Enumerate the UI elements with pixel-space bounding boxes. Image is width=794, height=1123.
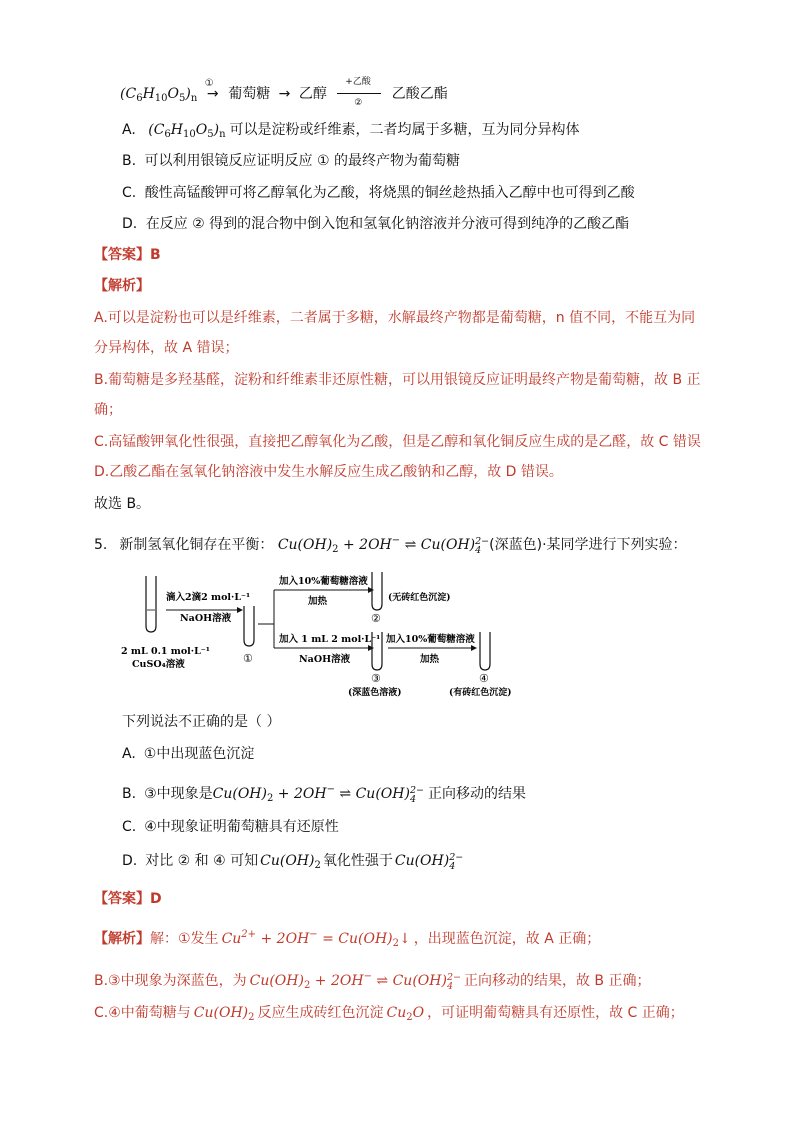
q4-analysis-label: 【解析】 [94, 278, 150, 294]
tube-2-label: ② [371, 612, 381, 625]
reaction-scheme [120, 77, 448, 109]
lower-glucose-label: 加入10%葡萄糖溶液 [386, 634, 475, 645]
arrow-plain: → [278, 86, 291, 102]
q4-analysis-a1: A.可以是淀粉也可以是纤维素，二者属于多糖，水解最终产物都是葡萄糖，n 值不同，不能互为同 [94, 310, 696, 326]
product-ethanol: 乙醇 [298, 86, 327, 102]
arrow-step2: +乙酸 ② [337, 84, 381, 104]
test-tube-4 [480, 632, 490, 670]
upper-add-label: 加入10%葡萄糖溶液 [279, 576, 368, 587]
tube-3-label: ③ [371, 672, 381, 685]
tube-4-note: (有砖红色沉淀) [449, 688, 512, 698]
q5-analysis-1: 【解析】解：①发生 $Cu^{2+} + 2OH^-$ = $Cu(OH)_2↓$ ，出现蓝色沉淀，故 A 正确； [94, 929, 601, 949]
lower-add-label-1: 加入 1 mL 2 mol·L⁻¹ [279, 634, 381, 645]
q4-analysis-a2: 分异构体，故 A 错误； [94, 340, 239, 356]
experiment-diagram [116, 566, 536, 702]
q4-analysis-d: D.乙酸乙酯在氢氧化钠溶液中发生水解反应生成乙酸钠和乙醇，故 D 错误。 [94, 464, 563, 480]
product-glucose: 葡萄糖 [228, 86, 271, 102]
tube-4-label: ④ [479, 672, 489, 685]
lower-heat-label: 加热 [420, 654, 440, 665]
equilibrium-equation: $Cu(OH)_2 + 2OH^-$ ⇌ Cu(OH) 2− 4 [277, 535, 490, 556]
q4-analysis-b1: B.葡萄糖是多羟基醛，淀粉和纤维素非还原性糖，可以用银镜反应证明最终产物是葡萄糖，故 B 正 [94, 372, 701, 388]
drop-label-2: NaOH溶液 [180, 613, 232, 624]
q5-analysis-2: B.③中现象为深蓝色，为 $Cu(OH)_2 + 2OH^-$ ⇌ Cu(OH) 2− 4 正向移动的结果，故 B 正确； [94, 971, 651, 992]
q4-answer: 【答案】B [94, 247, 161, 263]
product-ethyl-acetate: 乙酸乙酯 [391, 86, 448, 102]
q4-option-a: A. $(C_6H_{10}O_5)_n$ 可以是淀粉或纤维素，二者均属于多糖，互为同分异构体 [122, 122, 580, 140]
upper-heat-label: 加热 [308, 596, 328, 607]
test-tube-start [146, 576, 156, 632]
formula-cellulose: $(C_6H_{10}O_5)_n$ [120, 86, 198, 104]
test-tube-1 [244, 606, 254, 646]
start-label-1: 2 mL 0.1 mol·L⁻¹ [121, 646, 210, 657]
q4-analysis-c: C.高锰酸钾氧化性很强，直接把乙醇氧化为乙酸，但是乙醇和氧化铜反应生成的是乙醛，故 C 错误 [94, 434, 701, 450]
tube-1-label: ① [243, 652, 253, 665]
q5-option-d: D. 对比 ② 和 ④ 可知 $Cu(OH)_2$ 氧化性强于 Cu(OH) 2− 4 [122, 852, 464, 872]
q5-stem: 5. 新制氢氧化铜存在平衡： $Cu(OH)_2 + 2OH^-$ ⇌ Cu(OH) 2− 4 (深蓝色)·某同学进行下列实验： [94, 535, 687, 556]
tube-3-note: (深蓝色溶液) [348, 688, 402, 698]
tube-2-note: (无砖红色沉淀) [388, 593, 451, 603]
drop-label-1: 滴入2滴2 mol·L⁻¹ [166, 592, 251, 603]
start-label-2: CuSO₄溶液 [132, 659, 185, 670]
q4-option-c: C. 酸性高锰酸钾可将乙醇氧化为乙酸，将烧黑的铜丝趁热插入乙醇中也可得到乙酸 [122, 185, 635, 201]
q5-analysis-3: C.④中葡萄糖与 $Cu(OH)_2$ 反应生成砖红色沉淀 $Cu_2O$ ，可证明葡萄糖具有还原性，故 C 正确； [94, 1005, 684, 1023]
q5-answer: 【答案】D [94, 891, 162, 907]
lower-add-label-2: NaOH溶液 [299, 654, 351, 665]
q4-option-b: B. 可以利用银镜反应证明反应 ① 的最终产物为葡萄糖 [122, 153, 460, 169]
test-tube-2 [372, 572, 382, 610]
q4-option-d: D. 在反应 ② 得到的混合物中倒入饱和氢氧化钠溶液并分液可得到纯净的乙酸乙酯 [122, 216, 630, 232]
q4-analysis-b2: 确； [94, 402, 122, 418]
q4-conclusion: 故选 B。 [94, 496, 151, 512]
q5-option-a: A. ①中出现蓝色沉淀 [122, 746, 255, 762]
q5-option-b: B. ③中现象是$Cu(OH)_2 + 2OH^-$ ⇌ Cu(OH) 2− 4 正向移动的结果 [122, 784, 526, 805]
q5-prompt: 下列说法不正确的是（ ） [122, 714, 281, 730]
arrow-step1: ① → [204, 78, 219, 102]
q5-option-c: C. ④中现象证明葡萄糖具有还原性 [122, 819, 339, 835]
